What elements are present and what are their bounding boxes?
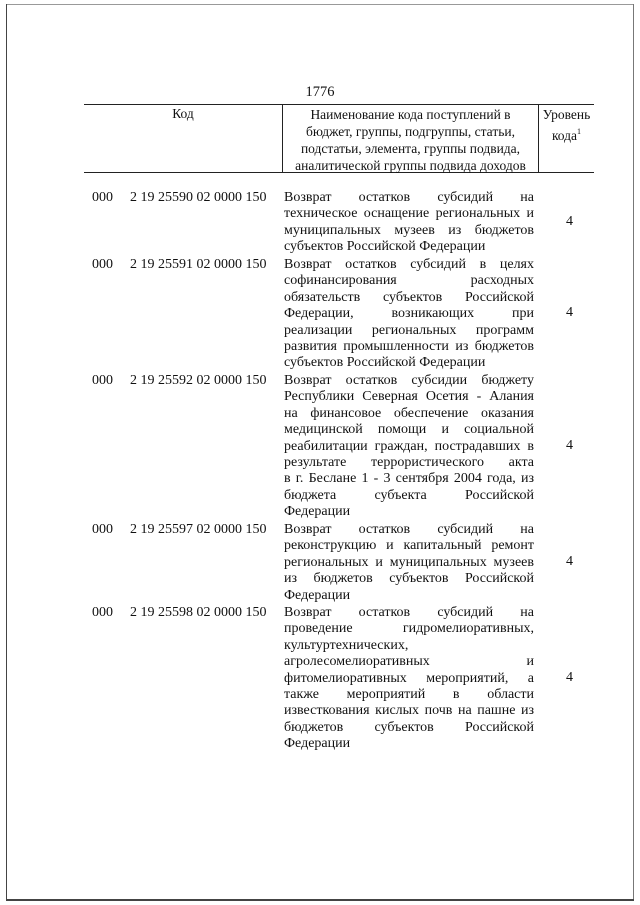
header-level-line-2 — [539, 123, 594, 144]
header-level-label: кода — [551, 128, 578, 143]
row-name-line: фитомелиоративных мероприятий, а — [284, 670, 534, 686]
row-name-line: реабилитации граждан, пострадавших в — [284, 438, 534, 454]
row-level: 4 — [566, 214, 573, 229]
row-admin-code: 000 — [92, 522, 113, 537]
row-name-line: муниципальных музеев из бюджетов — [284, 222, 534, 238]
page-frame-left — [6, 4, 7, 901]
row-name-line: Федерации — [284, 504, 351, 520]
header-name-line: Наименование кода поступлений в — [310, 107, 511, 122]
page-number: 1776 — [305, 84, 335, 100]
header-name-line: подстатьи, элемента, группы подвида, — [300, 141, 521, 156]
row-name-line: Федерации — [284, 736, 351, 752]
row-name — [284, 257, 534, 372]
row-name — [284, 190, 534, 256]
row-admin-code: 000 — [92, 373, 113, 388]
row-income-code: 2 19 25592 02 0000 150 — [130, 373, 267, 388]
row-name-line: агролесомелиоративных и — [284, 654, 534, 670]
row-name-line: проведение гидромелиоративных, — [284, 621, 534, 637]
row-name-line: техническое оснащение региональных и — [284, 206, 534, 222]
row-name-line: Республики Северная Осетия - Алания — [284, 389, 534, 405]
row-name-line: известкования кислых почв на пашне из — [284, 703, 534, 719]
row-name-line: культуртехнических, — [284, 637, 409, 653]
row-name-line: Федерации — [284, 587, 351, 603]
row-level: 4 — [566, 438, 573, 453]
row-name-line: Возврат остатков субсидий на — [284, 190, 534, 205]
row-income-code: 2 19 25591 02 0000 150 — [130, 257, 267, 272]
header-level-footnote: 1 — [577, 127, 582, 136]
row-level: 4 — [566, 670, 573, 685]
row-admin-code: 000 — [92, 190, 113, 205]
page-frame-bottom — [6, 899, 634, 901]
row-income-code: 2 19 25597 02 0000 150 — [130, 522, 267, 537]
row-name-line: региональных и муниципальных музеев — [284, 554, 534, 570]
header-name-cell — [282, 104, 538, 173]
header-code-cell — [84, 104, 282, 173]
row-name-line: Федерации, возникающих при — [284, 306, 534, 322]
row-name-line: обязательств субъектов Российской — [284, 289, 534, 305]
row-name-line: Возврат остатков субсидии бюджету — [284, 373, 534, 388]
page-frame-top — [6, 4, 634, 5]
row-name — [284, 373, 534, 521]
page-frame-right — [633, 4, 634, 901]
row-name — [284, 522, 534, 604]
row-admin-code: 000 — [92, 605, 113, 620]
row-name-line: Возврат остатков субсидий в целях — [284, 257, 534, 272]
header-name-line: аналитической группы подвида доходов — [295, 158, 526, 173]
row-level: 4 — [566, 305, 573, 320]
row-name-line: реконструкцию и капитальный ремонт — [284, 538, 534, 554]
row-name-line: Возврат остатков субсидий на — [284, 605, 534, 620]
row-name-line: результате террористического акта — [284, 455, 534, 471]
row-name-line: субъектов Российской Федерации — [284, 239, 486, 255]
row-name-line: Возврат остатков субсидий на — [284, 522, 534, 537]
header-level-cell — [538, 104, 594, 173]
row-name-line: субъектов Российской Федерации — [284, 355, 486, 371]
row-income-code: 2 19 25598 02 0000 150 — [130, 605, 267, 620]
row-income-code: 2 19 25590 02 0000 150 — [130, 190, 267, 205]
row-name-line: также мероприятий в области — [284, 687, 534, 703]
header-name-line: бюджет, группы, подгруппы, статьи, — [306, 124, 515, 139]
row-name-line: медицинской помощи и социальной — [284, 422, 534, 438]
row-admin-code: 000 — [92, 257, 113, 272]
row-level: 4 — [566, 554, 573, 569]
row-name-line: из бюджетов субъектов Российской — [284, 571, 534, 587]
row-name-line: софинансирования расходных — [284, 273, 534, 289]
header-level-line: Уровень — [542, 107, 591, 122]
row-name-line: бюджета субъекта Российской — [284, 487, 534, 503]
row-name — [284, 605, 534, 753]
row-name-line: развития промышленности из бюджетов — [284, 339, 534, 355]
header-code-label: Код — [172, 106, 194, 121]
row-name-line: на финансовое обеспечение оказания — [284, 405, 534, 421]
row-name-line: в г. Беслане 1 - 3 сентября 2004 года, из — [284, 471, 534, 487]
row-name-line: реализации региональных программ — [284, 322, 534, 338]
row-name-line: бюджетов субъектов Российской — [284, 719, 534, 735]
